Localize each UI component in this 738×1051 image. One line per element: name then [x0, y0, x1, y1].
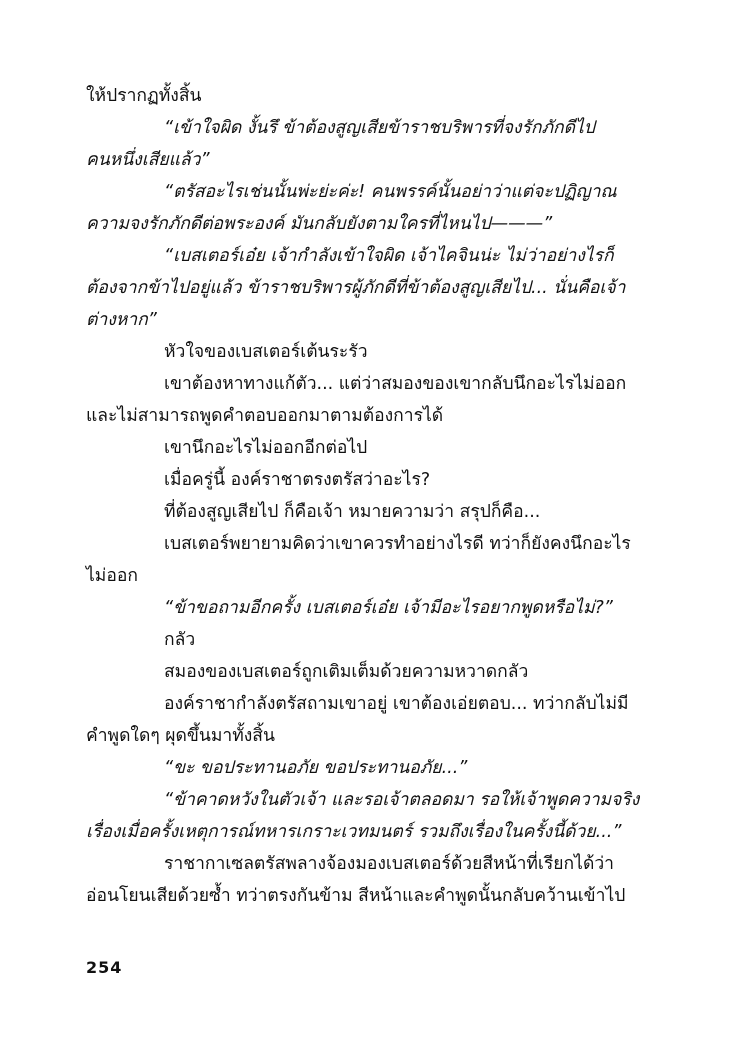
- text-line: “ตรัสอะไรเช่นนั้นพ่ะย่ะค่ะ! คนพรรค์นั้นอย่าว่าแต่จะปฏิญาณ: [164, 182, 617, 202]
- text-line: ไม่ออก: [86, 566, 138, 586]
- text-line: และไม่สามารถพูดคำตอบออกมาตามต้องการได้: [86, 406, 444, 426]
- text-line: “เบสเตอร์เอ๋ย เจ้ากำลังเข้าใจผิด เจ้าไคจินน่ะ ไม่ว่าอย่างไรก็: [164, 246, 614, 266]
- text-line: เรื่องเมื่อครั้งเหตุการณ์ทหารเกราะเวทมนตร์ รวมถึงเรื่องในครั้งนี้ด้วย...”: [86, 822, 622, 842]
- text-line: เขานึกอะไรไม่ออกอีกต่อไป: [164, 438, 368, 458]
- text-line: คำพูดใดๆ ผุดขึ้นมาทั้งสิ้น: [86, 726, 275, 746]
- text-line: องค์ราชากำลังตรัสถามเขาอยู่ เขาต้องเอ่ยตอบ... ทว่ากลับไม่มี: [164, 694, 629, 714]
- text-line: ราชากาเซลตรัสพลางจ้องมองเบสเตอร์ด้วยสีหน้าที่เรียกได้ว่า: [164, 854, 614, 874]
- text-line: ที่ต้องสูญเสียไป ก็คือเจ้า หมายความว่า สรุปก็คือ...: [164, 502, 541, 522]
- text-line: หัวใจของเบสเตอร์เต้นระรัว: [164, 342, 368, 362]
- text-line: ต่างหาก”: [86, 310, 157, 330]
- page-number: 254: [86, 958, 123, 977]
- text-line: ต้องจากข้าไปอยู่แล้ว ข้าราชบริพารผู้ภักดีที่ข้าต้องสูญเสียไป... นั่นคือเจ้า: [86, 278, 626, 298]
- text-line: เบสเตอร์พยายามคิดว่าเขาควรทำอย่างไรดี ทว่าก็ยังคงนึกอะไร: [164, 534, 631, 554]
- text-line: “ข้าขอถามอีกครั้ง เบสเตอร์เอ๋ย เจ้ามีอะไรอยากพูดหรือไม่?”: [164, 598, 613, 618]
- text-line: ความจงรักภักดีต่อพระองค์ มันกลับยังตามใครที่ไหนไป———”: [86, 214, 553, 234]
- text-line: “เข้าใจผิด งั้นรึ ข้าต้องสูญเสียข้าราชบริพารที่จงรักภักดีไป: [164, 118, 595, 138]
- text-line: “ขะ ขอประทานอภัย ขอประทานอภัย...”: [164, 758, 468, 778]
- text-line: เมื่อครู่นี้ องค์ราชาตรงตรัสว่าอะไร?: [164, 470, 431, 490]
- text-line: “ข้าคาดหวังในตัวเจ้า และรอเจ้าตลอดมา รอให้เจ้าพูดความจริง: [164, 790, 640, 810]
- text-line: กลัว: [164, 630, 196, 650]
- text-line: สมองของเบสเตอร์ถูกเติมเต็มด้วยความหวาดกลัว: [164, 662, 529, 682]
- text-line: อ่อนโยนเสียด้วยซ้ำ ทว่าตรงกันข้าม สีหน้าและคำพูดนั้นกลับคว้านเข้าไป: [86, 886, 626, 906]
- text-line: เขาต้องหาทางแก้ตัว... แต่ว่าสมองของเขากลับนึกอะไรไม่ออก: [164, 374, 627, 394]
- text-line: ให้ปรากฏทั้งสิ้น: [86, 86, 202, 106]
- page-body: [86, 80, 654, 912]
- text-line: คนหนึ่งเสียแล้ว”: [86, 150, 210, 170]
